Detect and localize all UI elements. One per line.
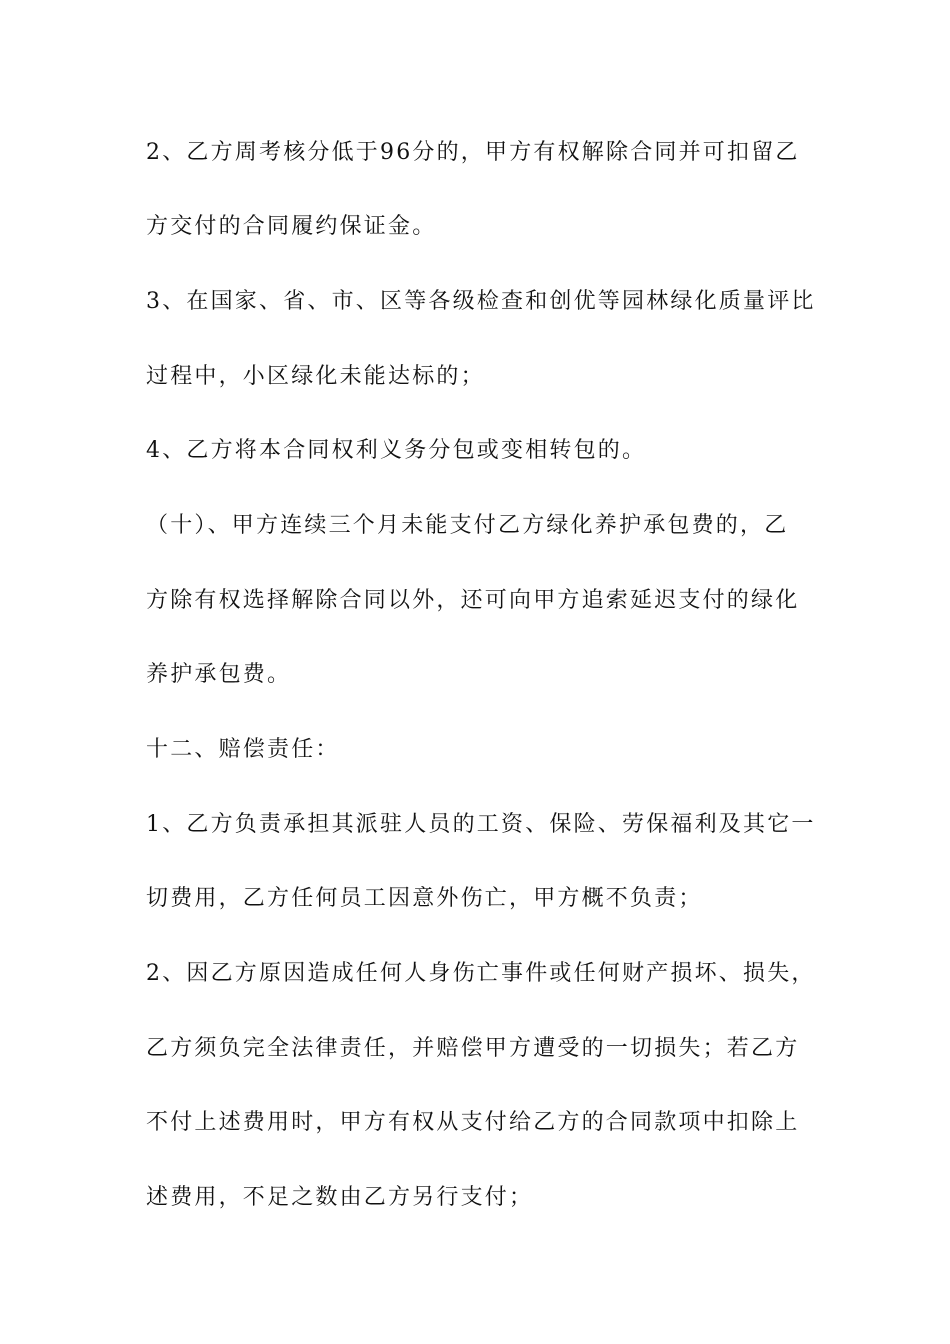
text-line: （十）、甲方连续三个月未能支付乙方绿化养护承包费的，乙 (146, 513, 789, 538)
text-line: 2、因乙方原因造成任何人身伤亡事件或任何财产损坏、损失， (146, 961, 816, 986)
text-line: 3、在国家、省、市、区等各级检查和创优等园林绿化质量评比 (146, 289, 816, 314)
text-line: 方除有权选择解除合同以外，还可向甲方追索延迟支付的绿化 (146, 588, 800, 613)
text-line: 切费用，乙方任何员工因意外伤亡，甲方概不负责； (146, 886, 703, 911)
text-line: 乙方须负完全法律责任，并赔偿甲方遭受的一切损失；若乙方 (146, 1036, 800, 1061)
text-line: 方交付的合同履约保证金。 (146, 214, 437, 239)
text-line: 1、乙方负责承担其派驻人员的工资、保险、劳保福利及其它一 (146, 812, 816, 837)
text-line: 养护承包费。 (146, 662, 292, 687)
section-heading: 十二、赔偿责任： (146, 737, 340, 762)
text-line: 2、乙方周考核分低于96分的，甲方有权解除合同并可扣留乙 (146, 140, 800, 165)
text-line: 述费用，不足之数由乙方另行支付； (146, 1185, 534, 1210)
text-line: 过程中，小区绿化未能达标的； (146, 364, 485, 389)
text-line: 不付上述费用时，甲方有权从支付给乙方的合同款项中扣除上 (146, 1110, 800, 1135)
text-line: 4、乙方将本合同权利义务分包或变相转包的。 (146, 438, 647, 463)
